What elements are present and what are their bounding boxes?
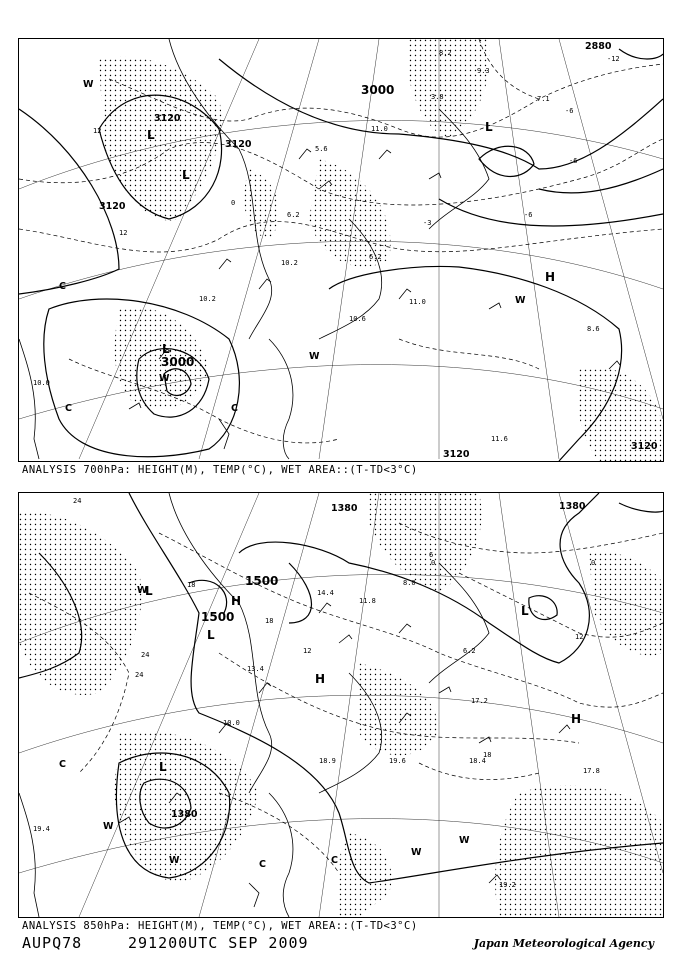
panel-caption-700hpa: ANALYSIS 700hPa: HEIGHT(M), TEMP(°C), WET AREA::(T-TD<3°C) xyxy=(22,464,418,476)
station-value: 17.2 xyxy=(471,697,488,705)
station-value: 8.0 xyxy=(403,579,416,587)
agency-name: Japan Meteorological Agency xyxy=(473,937,654,950)
station-value: 17.8 xyxy=(583,767,600,775)
isotherm-label: -3 xyxy=(423,219,432,227)
warm-mark: W xyxy=(515,295,526,306)
low-center: L xyxy=(159,760,167,774)
station-value: 9.3 xyxy=(477,67,490,75)
height-label: 3120 xyxy=(631,441,658,452)
isotherm-label: 24 xyxy=(135,671,144,679)
low-center: L xyxy=(147,128,155,142)
isotherm-label: 0 xyxy=(431,559,436,567)
station-value: 10.0 xyxy=(33,379,50,387)
height-label: 1380 xyxy=(331,503,358,514)
station-value: 10.0 xyxy=(223,719,240,727)
isotherm-label: 18 xyxy=(265,617,274,625)
isotherm-label: 12 xyxy=(93,127,102,135)
station-value: 10.6 xyxy=(349,315,366,323)
low-center: L xyxy=(207,628,215,642)
warm-mark: W xyxy=(159,373,170,384)
isotherm-label: 12 xyxy=(119,229,128,237)
isotherm-label: 12 xyxy=(575,633,584,641)
isotherm-label: 18 xyxy=(483,751,492,759)
cold-mark: C xyxy=(65,403,72,414)
warm-mark: W xyxy=(309,351,320,362)
station-value: 8.2 xyxy=(439,49,452,57)
height-label: 1380 xyxy=(559,501,586,512)
station-value: 18.9 xyxy=(319,757,336,765)
station-value: 11.0 xyxy=(409,298,426,306)
station-value: 19.4 xyxy=(33,825,50,833)
isotherm-label: 12 xyxy=(303,647,312,655)
height-label: 3120 xyxy=(154,113,181,124)
low-center: L xyxy=(521,604,529,618)
map-panel-850hpa xyxy=(18,492,664,918)
height-label: 2880 xyxy=(585,41,612,52)
isotherm-label: 0 xyxy=(591,559,596,567)
station-value: 19.6 xyxy=(389,757,406,765)
height-label: 3120 xyxy=(99,201,126,212)
map-panel-700hpa xyxy=(18,38,664,462)
map-700hpa xyxy=(19,39,663,461)
isotherm-label: 18 xyxy=(187,581,196,589)
height-label: 3120 xyxy=(225,139,252,150)
chart-code: AUPQ78 xyxy=(22,934,83,952)
cold-mark: C xyxy=(59,759,66,770)
warm-mark: W xyxy=(83,79,94,90)
isotherm-label: -6 xyxy=(524,211,533,219)
station-value: 8.6 xyxy=(587,325,600,333)
high-center: H xyxy=(315,672,326,686)
height-label: 3000 xyxy=(361,83,395,97)
map-850hpa xyxy=(19,493,663,917)
low-center: L xyxy=(145,584,153,598)
high-center: H xyxy=(571,712,582,726)
height-label: 3120 xyxy=(443,449,470,460)
wet-area-shading xyxy=(99,39,663,461)
station-value: 5.6 xyxy=(315,145,328,153)
cold-mark: C xyxy=(231,403,238,414)
station-value: 6.2 xyxy=(287,211,300,219)
station-value: 11.6 xyxy=(491,435,508,443)
warm-mark: W xyxy=(137,585,148,596)
station-value: 19.2 xyxy=(499,881,516,889)
cold-mark: C xyxy=(259,859,266,870)
height-label: 3000 xyxy=(161,355,195,369)
warm-mark: W xyxy=(103,821,114,832)
isotherm-label: 0 xyxy=(231,199,236,207)
station-value: 6.2 xyxy=(369,253,382,261)
isotherm-label: 6 xyxy=(429,551,434,559)
height-label: 1380 xyxy=(171,809,198,820)
station-value: 10.2 xyxy=(281,259,298,267)
isotherm-label: -6 xyxy=(565,107,574,115)
station-value: 3.8 xyxy=(431,93,444,101)
station-value: 10.2 xyxy=(199,295,216,303)
warm-mark: W xyxy=(169,855,180,866)
low-center: L xyxy=(182,168,190,182)
warm-mark: W xyxy=(459,835,470,846)
high-center: H xyxy=(231,594,242,608)
station-value: 13.4 xyxy=(247,665,264,673)
valid-time: 291200UTC SEP 2009 xyxy=(128,934,309,952)
isotherm-label: -12 xyxy=(607,55,620,63)
station-value: 6.2 xyxy=(463,647,476,655)
station-value: 18.4 xyxy=(469,757,486,765)
station-value: 11.0 xyxy=(371,125,388,133)
isotherm-label: 24 xyxy=(73,497,82,505)
cold-mark: C xyxy=(331,855,338,866)
isotherm-label: 24 xyxy=(141,651,150,659)
panel-caption-850hpa: ANALYSIS 850hPa: HEIGHT(M), TEMP(°C), WET AREA::(T-TD<3°C) xyxy=(22,920,418,932)
high-center: H xyxy=(545,270,556,284)
height-label: 1500 xyxy=(245,574,279,588)
station-value: 14.4 xyxy=(317,589,334,597)
isotherm-label: -6 xyxy=(569,157,578,165)
height-label: 1500 xyxy=(201,610,235,624)
warm-mark: W xyxy=(411,847,422,858)
low-center: L xyxy=(485,120,493,134)
station-value: 11.8 xyxy=(359,597,376,605)
cold-mark: C xyxy=(59,281,66,292)
low-center: L xyxy=(162,342,170,356)
station-value: 7.1 xyxy=(537,95,550,103)
